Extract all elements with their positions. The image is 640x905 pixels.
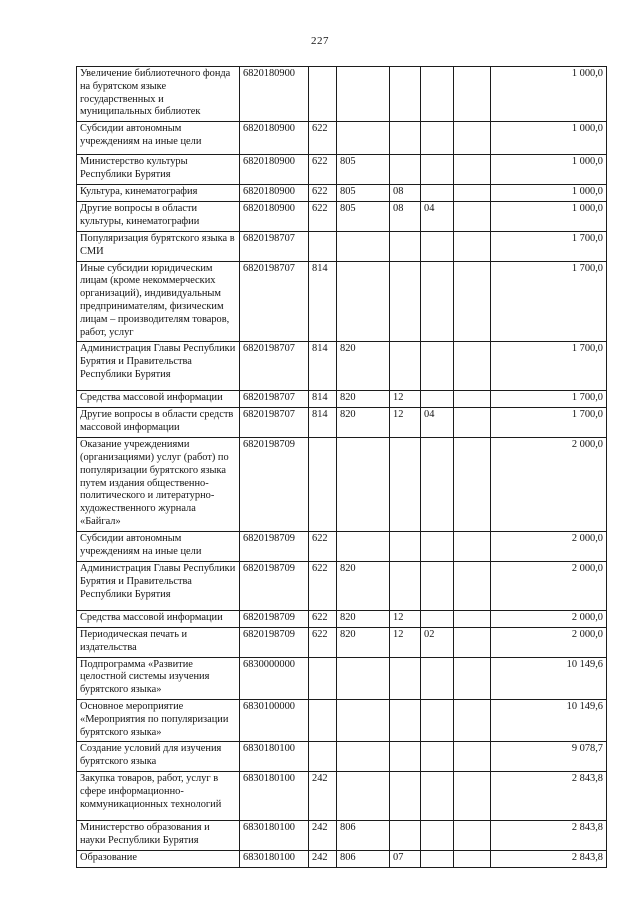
row-name-cell: Министерство культуры Республики Бурятия xyxy=(77,155,240,185)
row-name-cell: Средства массовой информации xyxy=(77,611,240,628)
row-spacer-cell xyxy=(454,201,491,231)
row-spacer-cell xyxy=(454,67,491,122)
row-sum-cell: 1 700,0 xyxy=(491,231,607,261)
row-section-cell xyxy=(390,122,421,155)
table-row xyxy=(77,438,607,532)
row-ministry-cell: 820 xyxy=(337,391,390,408)
row-name-cell: Подпрограмма «Развитие целостной системы изучения бурятского языка» xyxy=(77,657,240,699)
row-expense-type-cell xyxy=(309,67,337,122)
row-expense-type-cell: 622 xyxy=(309,185,337,202)
row-ministry-cell xyxy=(337,231,390,261)
row-subsection-cell xyxy=(421,261,454,342)
row-sum-cell: 1 700,0 xyxy=(491,408,607,438)
row-ministry-cell: 805 xyxy=(337,185,390,202)
row-subsection-cell xyxy=(421,532,454,562)
row-spacer-cell xyxy=(454,438,491,532)
row-expense-type-cell: 622 xyxy=(309,122,337,155)
row-code-cell: 6820180900 xyxy=(240,122,309,155)
row-code-cell: 6820198707 xyxy=(240,231,309,261)
row-section-cell: 12 xyxy=(390,391,421,408)
row-sum-cell: 1 700,0 xyxy=(491,342,607,391)
row-subsection-cell: 04 xyxy=(421,408,454,438)
row-subsection-cell xyxy=(421,562,454,611)
row-section-cell: 12 xyxy=(390,627,421,657)
table-row xyxy=(77,627,607,657)
row-sum-cell: 2 000,0 xyxy=(491,438,607,532)
table-row xyxy=(77,699,607,741)
row-code-cell: 6830180100 xyxy=(240,851,309,868)
row-subsection-cell xyxy=(421,742,454,772)
row-section-cell: 08 xyxy=(390,185,421,202)
row-section-cell: 12 xyxy=(390,408,421,438)
table-row xyxy=(77,261,607,342)
row-spacer-cell xyxy=(454,772,491,821)
row-name-cell: Создание условий для изучения бурятского языка xyxy=(77,742,240,772)
row-expense-type-cell: 622 xyxy=(309,562,337,611)
row-name-cell: Увеличение библиотечного фонда на бурятском языке государственных и муниципальных библиотек xyxy=(77,67,240,122)
table-row xyxy=(77,611,607,628)
table-row xyxy=(77,155,607,185)
row-sum-cell: 1 000,0 xyxy=(491,201,607,231)
row-section-cell xyxy=(390,699,421,741)
row-section-cell: 12 xyxy=(390,611,421,628)
row-section-cell xyxy=(390,261,421,342)
table-row xyxy=(77,122,607,155)
row-expense-type-cell: 814 xyxy=(309,391,337,408)
row-name-cell: Периодическая печать и издательства xyxy=(77,627,240,657)
row-subsection-cell xyxy=(421,438,454,532)
row-sum-cell: 1 700,0 xyxy=(491,391,607,408)
row-name-cell: Субсидии автономным учреждениям на иные цели xyxy=(77,122,240,155)
row-sum-cell: 1 000,0 xyxy=(491,67,607,122)
row-name-cell: Субсидии автономным учреждениям на иные цели xyxy=(77,532,240,562)
row-expense-type-cell: 242 xyxy=(309,772,337,821)
row-name-cell: Министерство образования и науки Республики Бурятия xyxy=(77,821,240,851)
row-subsection-cell xyxy=(421,772,454,821)
row-code-cell: 6830180100 xyxy=(240,821,309,851)
row-spacer-cell xyxy=(454,231,491,261)
row-ministry-cell xyxy=(337,699,390,741)
row-code-cell: 6820198709 xyxy=(240,611,309,628)
row-subsection-cell xyxy=(421,657,454,699)
row-section-cell xyxy=(390,772,421,821)
row-code-cell: 6830180100 xyxy=(240,742,309,772)
row-expense-type-cell: 242 xyxy=(309,851,337,868)
row-sum-cell: 1 000,0 xyxy=(491,185,607,202)
table-row xyxy=(77,185,607,202)
row-expense-type-cell: 814 xyxy=(309,342,337,391)
table-row xyxy=(77,231,607,261)
row-expense-type-cell xyxy=(309,657,337,699)
table-row xyxy=(77,67,607,122)
table-row xyxy=(77,342,607,391)
row-ministry-cell xyxy=(337,742,390,772)
row-code-cell: 6830180100 xyxy=(240,772,309,821)
row-expense-type-cell: 622 xyxy=(309,627,337,657)
row-ministry-cell: 805 xyxy=(337,201,390,231)
row-spacer-cell xyxy=(454,562,491,611)
row-spacer-cell xyxy=(454,408,491,438)
row-subsection-cell xyxy=(421,67,454,122)
row-spacer-cell xyxy=(454,122,491,155)
row-spacer-cell xyxy=(454,821,491,851)
row-expense-type-cell: 622 xyxy=(309,532,337,562)
row-name-cell: Оказание учреждениями (организациями) услуг (работ) по популяризации бурятского языка путем издания общественно-политического и литературно-художественного журнала «Байгал» xyxy=(77,438,240,532)
row-code-cell: 6830000000 xyxy=(240,657,309,699)
row-subsection-cell xyxy=(421,342,454,391)
row-ministry-cell xyxy=(337,67,390,122)
row-code-cell: 6820180900 xyxy=(240,155,309,185)
row-subsection-cell xyxy=(421,611,454,628)
row-spacer-cell xyxy=(454,155,491,185)
row-name-cell: Другие вопросы в области средств массовой информации xyxy=(77,408,240,438)
table-row xyxy=(77,657,607,699)
row-name-cell: Популяризация бурятского языка в СМИ xyxy=(77,231,240,261)
budget-table xyxy=(76,66,607,868)
page-number: 227 xyxy=(311,35,329,47)
row-sum-cell: 9 078,7 xyxy=(491,742,607,772)
row-sum-cell: 2 000,0 xyxy=(491,562,607,611)
row-name-cell: Администрация Главы Республики Бурятия и Правительства Республики Бурятия xyxy=(77,562,240,611)
row-expense-type-cell: 242 xyxy=(309,821,337,851)
row-expense-type-cell: 622 xyxy=(309,155,337,185)
row-sum-cell: 1 000,0 xyxy=(491,122,607,155)
row-code-cell: 6820180900 xyxy=(240,201,309,231)
row-section-cell xyxy=(390,342,421,391)
row-subsection-cell xyxy=(421,231,454,261)
row-ministry-cell: 805 xyxy=(337,155,390,185)
row-expense-type-cell xyxy=(309,699,337,741)
budget-table-body xyxy=(77,67,607,868)
row-expense-type-cell xyxy=(309,231,337,261)
row-spacer-cell xyxy=(454,391,491,408)
row-section-cell: 08 xyxy=(390,201,421,231)
row-subsection-cell xyxy=(421,122,454,155)
row-section-cell xyxy=(390,438,421,532)
table-row xyxy=(77,742,607,772)
row-sum-cell: 10 149,6 xyxy=(491,657,607,699)
row-sum-cell: 2 843,8 xyxy=(491,772,607,821)
table-row xyxy=(77,408,607,438)
row-section-cell xyxy=(390,742,421,772)
row-ministry-cell: 806 xyxy=(337,851,390,868)
row-code-cell: 6820180900 xyxy=(240,67,309,122)
row-ministry-cell: 820 xyxy=(337,408,390,438)
row-section-cell: 07 xyxy=(390,851,421,868)
row-name-cell: Иные субсидии юридическим лицам (кроме некоммерческих организаций), индивидуальным предпринимателям, физическим лицам – производителям товаров, работ, услуг xyxy=(77,261,240,342)
row-code-cell: 6820198707 xyxy=(240,408,309,438)
row-sum-cell: 2 000,0 xyxy=(491,611,607,628)
row-section-cell xyxy=(390,231,421,261)
row-spacer-cell xyxy=(454,742,491,772)
row-code-cell: 6820198709 xyxy=(240,438,309,532)
row-expense-type-cell xyxy=(309,438,337,532)
row-code-cell: 6820198707 xyxy=(240,342,309,391)
row-section-cell xyxy=(390,562,421,611)
row-ministry-cell: 820 xyxy=(337,342,390,391)
row-sum-cell: 10 149,6 xyxy=(491,699,607,741)
row-code-cell: 6820198709 xyxy=(240,532,309,562)
table-row xyxy=(77,821,607,851)
row-spacer-cell xyxy=(454,699,491,741)
row-section-cell xyxy=(390,155,421,185)
row-spacer-cell xyxy=(454,657,491,699)
table-row xyxy=(77,532,607,562)
row-ministry-cell xyxy=(337,657,390,699)
row-expense-type-cell: 814 xyxy=(309,261,337,342)
row-ministry-cell xyxy=(337,772,390,821)
row-sum-cell: 2 843,8 xyxy=(491,851,607,868)
table-row xyxy=(77,851,607,868)
table-row xyxy=(77,391,607,408)
row-spacer-cell xyxy=(454,342,491,391)
row-sum-cell: 2 000,0 xyxy=(491,532,607,562)
row-subsection-cell xyxy=(421,821,454,851)
row-spacer-cell xyxy=(454,532,491,562)
row-subsection-cell xyxy=(421,185,454,202)
row-code-cell: 6820198709 xyxy=(240,627,309,657)
row-subsection-cell xyxy=(421,155,454,185)
row-section-cell xyxy=(390,821,421,851)
row-subsection-cell xyxy=(421,851,454,868)
row-ministry-cell: 806 xyxy=(337,821,390,851)
row-name-cell: Основное мероприятие «Мероприятия по популяризации бурятского языка» xyxy=(77,699,240,741)
row-ministry-cell xyxy=(337,122,390,155)
row-section-cell xyxy=(390,657,421,699)
row-spacer-cell xyxy=(454,851,491,868)
row-section-cell xyxy=(390,67,421,122)
row-name-cell: Средства массовой информации xyxy=(77,391,240,408)
row-code-cell: 6830100000 xyxy=(240,699,309,741)
row-code-cell: 6820198707 xyxy=(240,391,309,408)
table-row xyxy=(77,201,607,231)
row-subsection-cell: 02 xyxy=(421,627,454,657)
row-spacer-cell xyxy=(454,611,491,628)
row-name-cell: Администрация Главы Республики Бурятия и Правительства Республики Бурятия xyxy=(77,342,240,391)
row-name-cell: Образование xyxy=(77,851,240,868)
row-sum-cell: 2 000,0 xyxy=(491,627,607,657)
row-expense-type-cell xyxy=(309,742,337,772)
row-spacer-cell xyxy=(454,261,491,342)
row-code-cell: 6820198709 xyxy=(240,562,309,611)
row-code-cell: 6820180900 xyxy=(240,185,309,202)
row-ministry-cell: 820 xyxy=(337,627,390,657)
row-name-cell: Культура, кинематография xyxy=(77,185,240,202)
row-code-cell: 6820198707 xyxy=(240,261,309,342)
table-row xyxy=(77,772,607,821)
row-sum-cell: 2 843,8 xyxy=(491,821,607,851)
table-row xyxy=(77,562,607,611)
row-expense-type-cell: 622 xyxy=(309,611,337,628)
row-ministry-cell: 820 xyxy=(337,562,390,611)
row-expense-type-cell: 622 xyxy=(309,201,337,231)
row-subsection-cell xyxy=(421,391,454,408)
row-sum-cell: 1 000,0 xyxy=(491,155,607,185)
row-ministry-cell xyxy=(337,438,390,532)
row-subsection-cell: 04 xyxy=(421,201,454,231)
row-subsection-cell xyxy=(421,699,454,741)
row-spacer-cell xyxy=(454,627,491,657)
row-ministry-cell xyxy=(337,532,390,562)
row-name-cell: Закупка товаров, работ, услуг в сфере информационно-коммуникационных технологий xyxy=(77,772,240,821)
row-sum-cell: 1 700,0 xyxy=(491,261,607,342)
row-section-cell xyxy=(390,532,421,562)
row-ministry-cell: 820 xyxy=(337,611,390,628)
row-expense-type-cell: 814 xyxy=(309,408,337,438)
row-name-cell: Другие вопросы в области культуры, кинематографии xyxy=(77,201,240,231)
row-ministry-cell xyxy=(337,261,390,342)
row-spacer-cell xyxy=(454,185,491,202)
